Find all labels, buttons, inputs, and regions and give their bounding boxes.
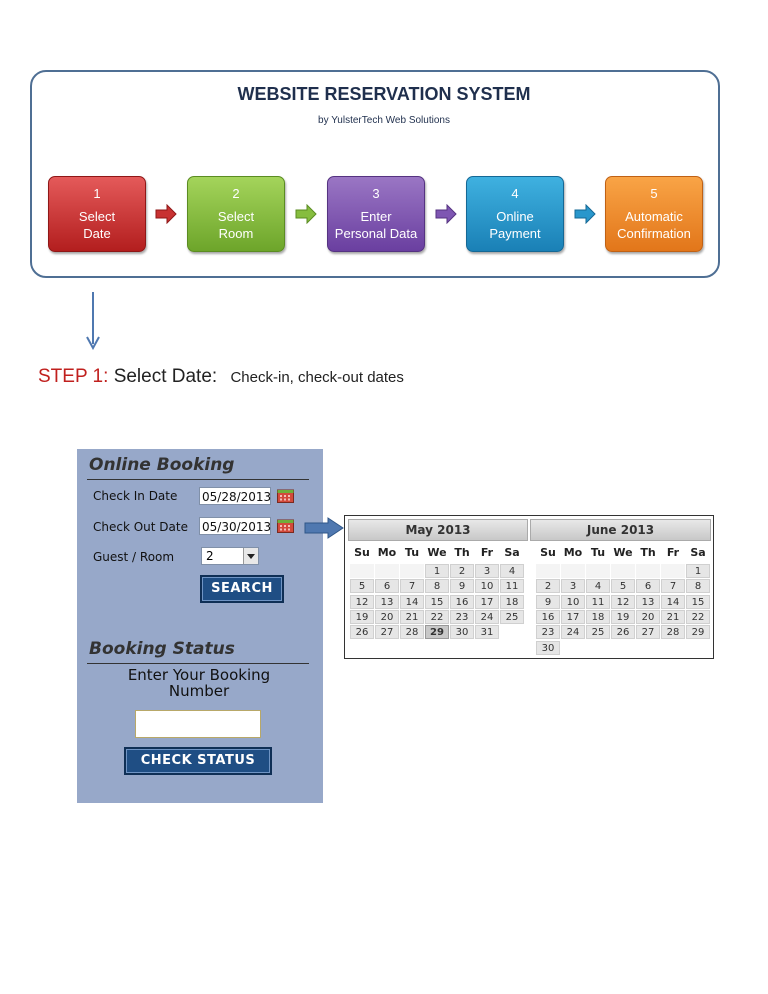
calendar-empty-cell xyxy=(561,564,585,578)
calendar-empty-cell xyxy=(611,564,635,578)
chevron-down-icon xyxy=(244,548,258,564)
weekday-header: Tu xyxy=(590,546,606,559)
calendar-day[interactable]: 22 xyxy=(686,610,710,624)
calendar-day[interactable]: 19 xyxy=(350,610,374,624)
calendar-day[interactable]: 18 xyxy=(500,595,524,609)
weekday-header: Tu xyxy=(404,546,420,559)
arrow-right-icon xyxy=(435,204,457,224)
calendar-day[interactable]: 12 xyxy=(350,595,374,609)
calendar-day[interactable]: 17 xyxy=(475,595,499,609)
search-button[interactable]: SEARCH xyxy=(200,575,284,603)
calendar-day[interactable]: 26 xyxy=(611,625,635,639)
calendar-day[interactable]: 23 xyxy=(450,610,474,624)
arrow-right-icon xyxy=(155,204,177,224)
divider xyxy=(87,479,309,480)
booking-number-input[interactable] xyxy=(135,710,261,738)
calendar-empty-cell xyxy=(636,564,660,578)
step-3-enter-personal-data xyxy=(327,176,425,252)
weekday-header: Su xyxy=(540,546,556,559)
calendar-day[interactable]: 5 xyxy=(350,579,374,593)
calendar-empty-cell xyxy=(400,564,424,578)
step1-description: Check-in, check-out dates xyxy=(230,369,404,386)
calendar-day[interactable]: 12 xyxy=(611,595,635,609)
calendar-day[interactable]: 8 xyxy=(425,579,449,593)
weekday-header: Fr xyxy=(666,546,680,559)
step-number: 2 xyxy=(232,186,240,201)
step1-prefix: STEP 1: xyxy=(38,366,109,387)
calendar-day[interactable]: 31 xyxy=(475,625,499,639)
calendar-day[interactable]: 8 xyxy=(686,579,710,593)
calendar-day[interactable]: 3 xyxy=(561,579,585,593)
booking-status-heading: Booking Status xyxy=(89,639,235,659)
calendar-day[interactable]: 7 xyxy=(400,579,424,593)
weekday-header: We xyxy=(613,546,633,559)
step1-title: Select Date: xyxy=(113,366,218,387)
enter-booking-number-label: Enter Your Booking Number xyxy=(127,666,271,700)
step1-heading xyxy=(38,366,404,388)
calendar-day[interactable]: 6 xyxy=(375,579,399,593)
online-booking-heading: Online Booking xyxy=(89,455,235,475)
arrow-right-icon xyxy=(295,204,317,224)
weekday-header: We xyxy=(427,546,447,559)
calendar-day[interactable]: 27 xyxy=(636,625,660,639)
calendar-day[interactable]: 27 xyxy=(375,625,399,639)
step-2-select-room xyxy=(187,176,285,252)
step-number: 4 xyxy=(511,186,519,201)
calendar-day[interactable]: 11 xyxy=(586,595,610,609)
check-out-date-input[interactable]: 05/30/2013 xyxy=(199,517,271,535)
calendar-day[interactable]: 2 xyxy=(450,564,474,578)
step-number: 5 xyxy=(650,186,658,201)
weekday-header: Sa xyxy=(504,546,520,559)
weekday-header: Sa xyxy=(690,546,706,559)
calendar-day[interactable]: 18 xyxy=(586,610,610,624)
calendar-day[interactable]: 23 xyxy=(536,625,560,639)
weekday-header: Th xyxy=(640,546,656,559)
weekday-header: Mo xyxy=(563,546,583,559)
guest-room-label: Guest / Room xyxy=(93,550,175,564)
step-label: Online Payment xyxy=(489,209,541,241)
month-may-2013 xyxy=(348,519,528,541)
month-header: May 2013 xyxy=(348,519,528,541)
check-in-date-input[interactable]: 05/28/2013 xyxy=(199,487,271,505)
calendar-empty-cell xyxy=(350,564,374,578)
step-label: Select Date xyxy=(78,209,116,241)
step-number: 3 xyxy=(372,186,380,201)
page-title: WEBSITE RESERVATION SYSTEM xyxy=(237,84,531,104)
calendar-day[interactable]: 21 xyxy=(400,610,424,624)
check-out-label: Check Out Date xyxy=(93,520,188,534)
step-4-online-payment xyxy=(466,176,564,252)
arrow-down-icon xyxy=(86,292,100,350)
step-5-automatic-confirmation xyxy=(605,176,703,252)
step-1-select-date xyxy=(48,176,146,252)
calendar-day[interactable]: 14 xyxy=(661,595,685,609)
calendar-day[interactable]: 24 xyxy=(561,625,585,639)
calendar-day[interactable]: 2 xyxy=(536,579,560,593)
calendar-day[interactable]: 16 xyxy=(450,595,474,609)
online-booking-panel xyxy=(77,449,323,803)
calendar-day[interactable]: 4 xyxy=(500,564,524,578)
calendar-day[interactable]: 15 xyxy=(686,595,710,609)
calendar-day[interactable]: 7 xyxy=(661,579,685,593)
calendar-empty-cell xyxy=(536,564,560,578)
calendar-icon[interactable] xyxy=(277,488,294,503)
calendar-day[interactable]: 1 xyxy=(686,564,710,578)
calendar-day[interactable]: 28 xyxy=(400,625,424,639)
calendar-day[interactable]: 21 xyxy=(661,610,685,624)
calendar-day[interactable]: 9 xyxy=(450,579,474,593)
calendar-day[interactable]: 10 xyxy=(561,595,585,609)
weekday-header: Fr xyxy=(480,546,494,559)
calendar-day[interactable]: 6 xyxy=(636,579,660,593)
step-label: Select Room xyxy=(217,209,255,241)
calendar-day[interactable]: 16 xyxy=(536,610,560,624)
calendar-day[interactable]: 20 xyxy=(375,610,399,624)
calendar-day[interactable]: 29 xyxy=(686,625,710,639)
calendar-day[interactable]: 30 xyxy=(536,641,560,655)
weekday-header: Th xyxy=(454,546,470,559)
calendar-empty-cell xyxy=(375,564,399,578)
month-june-2013 xyxy=(530,519,711,541)
calendar-day[interactable]: 24 xyxy=(475,610,499,624)
calendar-day[interactable]: 11 xyxy=(500,579,524,593)
arrow-right-icon xyxy=(574,204,596,224)
calendar-day[interactable]: 1 xyxy=(425,564,449,578)
step-label: Automatic Confirmation xyxy=(617,209,691,241)
calendar-day[interactable]: 29 xyxy=(425,625,449,639)
calendar-day[interactable]: 17 xyxy=(561,610,585,624)
calendar-icon[interactable] xyxy=(277,518,294,533)
calendar-day[interactable]: 4 xyxy=(586,579,610,593)
calendar-empty-cell xyxy=(586,564,610,578)
calendar-day[interactable]: 26 xyxy=(350,625,374,639)
date-picker-calendar xyxy=(344,515,714,659)
calendar-day[interactable]: 19 xyxy=(611,610,635,624)
weekday-header: Su xyxy=(354,546,370,559)
calendar-day[interactable]: 13 xyxy=(375,595,399,609)
calendar-day[interactable]: 30 xyxy=(450,625,474,639)
calendar-day[interactable]: 9 xyxy=(536,595,560,609)
calendar-day[interactable]: 25 xyxy=(500,610,524,624)
divider xyxy=(87,663,309,664)
check-status-button[interactable]: CHECK STATUS xyxy=(124,747,272,775)
calendar-day[interactable]: 13 xyxy=(636,595,660,609)
weekday-header: Mo xyxy=(377,546,397,559)
calendar-day[interactable]: 20 xyxy=(636,610,660,624)
guest-room-select[interactable] xyxy=(201,547,259,565)
check-in-label: Check In Date xyxy=(93,489,178,503)
page-subtitle: by YulsterTech Web Solutions xyxy=(318,115,450,126)
step-number: 1 xyxy=(93,186,101,201)
calendar-day[interactable]: 22 xyxy=(425,610,449,624)
calendar-day[interactable]: 3 xyxy=(475,564,499,578)
month-header: June 2013 xyxy=(530,519,711,541)
calendar-empty-cell xyxy=(661,564,685,578)
guest-room-value: 2 xyxy=(206,549,214,563)
calendar-day[interactable]: 15 xyxy=(425,595,449,609)
step-label: Enter Personal Data xyxy=(334,209,418,241)
calendar-day[interactable]: 14 xyxy=(400,595,424,609)
calendar-day[interactable]: 10 xyxy=(475,579,499,593)
arrow-right-icon xyxy=(304,517,344,539)
calendar-day[interactable]: 5 xyxy=(611,579,635,593)
dropdown-button[interactable] xyxy=(243,548,258,564)
calendar-day[interactable]: 28 xyxy=(661,625,685,639)
calendar-day[interactable]: 25 xyxy=(586,625,610,639)
